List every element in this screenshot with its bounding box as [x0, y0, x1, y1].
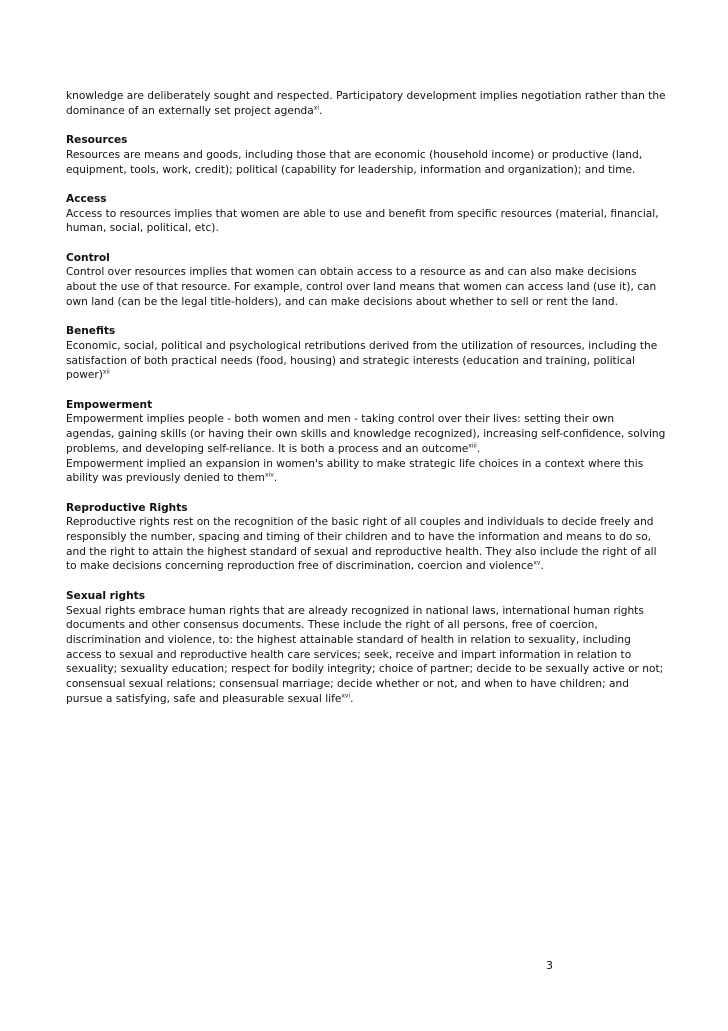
section-paragraph: Control over resources implies that women can obtain access to a resource as and can also make decisions about the use of that resource. For example, control over land means that women can access land (use it), can own land (can be the legal title-holders), and can make decisions about whether to sell or rent the land. — [66, 266, 657, 308]
intro-paragraph: knowledge are deliberately sought and respected. Participatory development implies negotiation rather than the dominance of an externally set project agenda$^{xi}$. — [66, 90, 666, 117]
page-number: 3 — [546, 959, 553, 972]
definition-section — [66, 192, 666, 236]
definition-section — [66, 398, 666, 486]
section-heading: Benefits — [66, 325, 116, 338]
section-paragraph: Empowerment implied an expansion in women's ability to make strategic life choices in a context where this ability was previously denied to them$^{xiv}$. — [66, 457, 644, 485]
section-heading: Empowerment — [66, 398, 153, 411]
section-paragraph: Resources are means and goods, including those that are economic (household income) or productive (land, equipment, tools, work, credit); political (capability for leadership, information and organization); and time. — [66, 148, 643, 176]
section-heading: Reproductive Rights — [66, 501, 188, 514]
definition-section — [66, 589, 666, 707]
section-paragraph: Reproductive rights rest on the recognition of the basic right of all couples and individuals to decide freely and responsibly the number, spacing and timing of their children and to have the information and means to do so, and the right to attain the highest standard of sexual and reproductive health. They also include the right of all to make decisions concerning reproduction free of discrimination, coercion and violence$^{xv}$. — [66, 516, 657, 573]
definition-section — [66, 501, 666, 575]
section-heading: Access — [66, 192, 107, 205]
definition-section — [66, 133, 666, 177]
endnote-marker: xv — [533, 559, 541, 567]
section-paragraph: Empowerment implies people - both women and men - taking control over their lives: setting their own agendas, gaining skills (or having their own skills and knowledge recognized), increasing self-confidence, solving problems, and developing self-reliance. It is both a process and an outcome$^{xiii}$. — [66, 413, 666, 455]
endnote-marker: xiv — [264, 471, 274, 479]
section-paragraph: Economic, social, political and psychological retributions derived from the utilization of resources, including the satisfaction of both practical needs (food, housing) and strategic interests (education and training, political power)$^{xii}$ — [66, 339, 658, 382]
definition-section — [66, 324, 666, 383]
section-heading: Sexual rights — [66, 589, 146, 602]
section-paragraph: Access to resources implies that women are able to use and benefit from specific resources (material, financial, human, social, political, etc). — [66, 207, 659, 235]
section-heading: Control — [66, 251, 110, 264]
endnote-marker: xi — [313, 104, 319, 112]
definition-section — [66, 251, 666, 310]
definitions-list — [66, 133, 666, 706]
endnote-marker: xiii — [468, 442, 477, 450]
endnote-marker: xvi — [341, 692, 351, 700]
endnote-marker: xii — [102, 368, 110, 376]
section-paragraph: Sexual rights embrace human rights that are already recognized in national laws, international human rights documents and other consensus documents. These include the right of all persons, free of coercion, discrimination and violence, to: the highest attainable standard of health in relation to sexuality, including access to sexual and reproductive health care services; seek, receive and impart information in relation to sexuality; sexuality education; respect for bodily integrity; choice of partner; decide to be sexually active or not; consensual sexual relations; consensual marriage; decide whether or not, and when to have children; and pursue a satisfying, safe and pleasurable sexual life$^{xvi}$. — [66, 604, 664, 705]
section-heading: Resources — [66, 134, 128, 147]
document-body — [66, 89, 666, 721]
